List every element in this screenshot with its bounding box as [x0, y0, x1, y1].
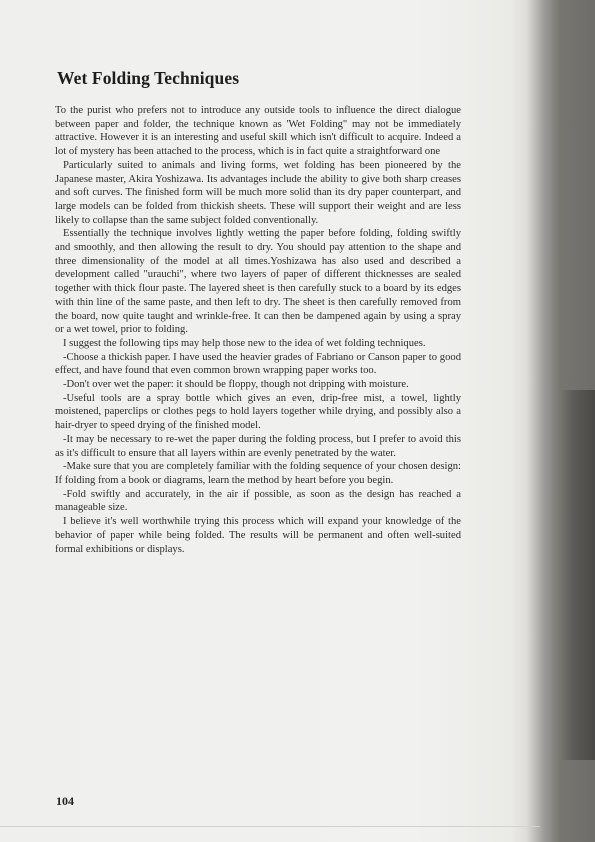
tip-know-sequence: -Make sure that you are completely familiar with the folding sequence of your chosen design: If folding from a book or diagrams, learn the method by heart before you begin.: [55, 461, 461, 486]
tip-useful-tools: -Useful tools are a spray bottle which gives an even, drip-free mist, a towel, lightly moistened, paperclips or clothes pegs to hold layers together while drying, and possibly also a hair-dryer to speed drying of the finished model.: [55, 392, 461, 432]
tip-rewet: -It may be necessary to re-wet the paper during the folding process, but I prefer to avoid this as it's difficult to ensure that all layers within are evenly penetrated by the water.: [55, 433, 461, 459]
paragraph-technique: Essentially the technique involves lightly wetting the paper before folding, folding swiftly and smoothly, and then allowing the result to dry. You should pay attention to the shape and three dimensionality of the model at all times.Yoshizawa has also used and described a development called "urauchi", where two layers of paper of different thicknesses are sealed together with thick flour paste. The layered sheet is then carefully stuck to a board by its edges with thin line of the same paste, and then left to dry. The sheet is then carefully removed from the board, now quite taught and wrinkle-free. It can then be dampened again by using a spray or a wet towel, prior to folding.: [55, 228, 461, 336]
tip-paper-choice: -Choose a thickish paper. I have used the heavier grades of Fabriano or Canson paper to good effect, and have found that even common brown wrapping paper works too.: [55, 351, 461, 377]
page-bottom-divider: [0, 826, 540, 827]
paragraph-yoshizawa: Particularly suited to animals and living forms, wet folding has been pioneered by the Japanese master, Akira Yoshizawa. Its advantages include the ability to give both sharp creases and soft curves. The finished form will be much more solid than its dry paper counterpart, and large models can be folded from thickish sheets. These will support their weight and are less likely to collapse than the same subject folded conventionally.: [55, 159, 461, 226]
tip-fold-swiftly: -Fold swiftly and accurately, in the air if possible, as soon as the design has reached a manageable size.: [55, 488, 461, 514]
paragraph-intro: To the purist who prefers not to introduce any outside tools to influence the direct dialogue between paper and folder, the technique known as 'Wet Folding" may not be immediately attractive. However it is an interesting and useful skill which isn't difficult to acquire. Indeed a lot of mystery has been attached to the process, which is in fact quite a straightforward one: [55, 105, 461, 158]
page-number: 104: [56, 794, 74, 808]
paragraph-tips-intro: I suggest the following tips may help those new to the idea of wet folding techniques.: [63, 337, 426, 349]
page-title: Wet Folding Techniques: [57, 68, 240, 88]
paragraph-conclusion: I believe it's well worthwhile trying this process which will expand your knowledge of the behavior of paper while being folded. The results will be permanent and often well-suited formal exhibitions or displays.: [55, 516, 461, 555]
article-body: [55, 104, 461, 556]
book-edge-shadow: [560, 390, 595, 760]
tip-dont-overwet: -Don't over wet the paper: it should be floppy, though not dripping with moisture.: [63, 379, 409, 391]
